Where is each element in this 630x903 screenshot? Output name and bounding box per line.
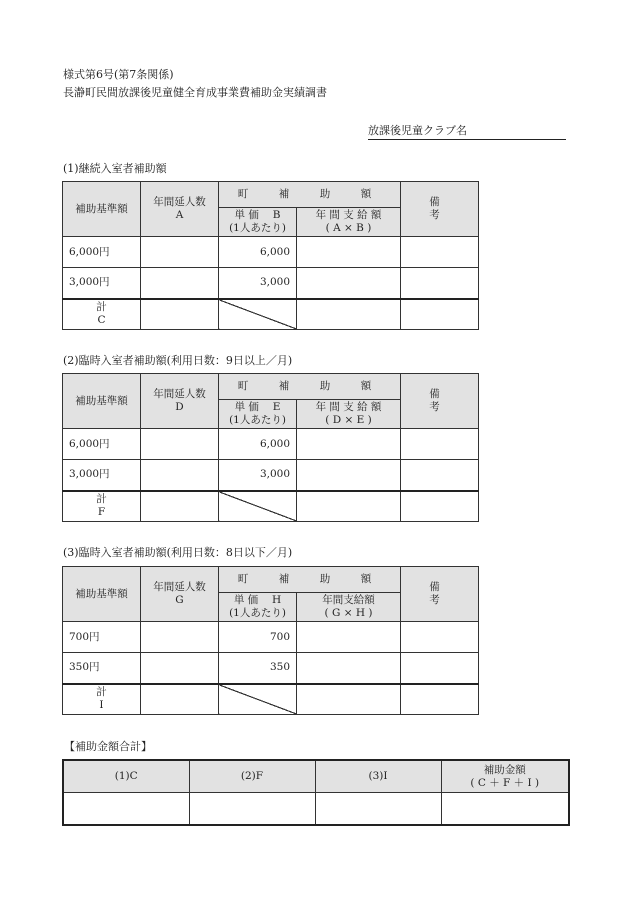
base-amount-cell: 6,000円 <box>63 237 141 268</box>
total-label-letter: I <box>99 699 104 712</box>
header-annual-persons-letter: A <box>175 209 184 221</box>
header-annual-persons-letter: G <box>175 594 184 606</box>
header-annual-persons-letter: D <box>175 401 184 413</box>
summary-i-input[interactable] <box>315 793 441 826</box>
summary-header-f: (2)F <box>189 760 315 793</box>
form-number: 様式第6号(第7条関係) <box>63 68 174 81</box>
header-base-amount: 補助基準額 <box>63 182 141 237</box>
annual-amount-input[interactable] <box>297 622 401 653</box>
annual-persons-input[interactable] <box>141 268 219 299</box>
summary-table <box>62 759 570 826</box>
summary-header-i: (3)I <box>315 760 441 793</box>
remarks-input[interactable] <box>401 622 479 653</box>
header-annual-amount <box>297 400 401 429</box>
header-annual-amount-formula: ( D × E ) <box>325 414 372 426</box>
total-label-text: 計 <box>96 301 107 314</box>
header-base-amount: 補助基準額 <box>63 374 141 429</box>
summary-f-input[interactable] <box>189 793 315 826</box>
header-base-amount: 補助基準額 <box>63 567 141 622</box>
header-unit-price-sub: (1人あたり) <box>229 414 286 426</box>
section-3-table <box>62 566 491 715</box>
header-annual-persons <box>141 567 219 622</box>
total-label <box>63 491 141 522</box>
header-unit-price-label: 単 価 H <box>233 594 282 606</box>
slash-cell <box>219 299 297 330</box>
total-persons-input[interactable] <box>141 299 219 330</box>
total-label-letter: C <box>97 314 106 327</box>
header-annual-persons-label: 年間延人数 <box>153 388 206 400</box>
annual-persons-input[interactable] <box>141 429 219 460</box>
annual-amount-input[interactable] <box>297 429 401 460</box>
header-annual-amount <box>297 593 401 622</box>
summary-c-input[interactable] <box>63 793 189 826</box>
header-town-subsidy: 町 補 助 額 <box>219 374 401 400</box>
annual-persons-input[interactable] <box>141 622 219 653</box>
remarks-input[interactable] <box>401 460 479 491</box>
total-label-letter: F <box>97 506 106 519</box>
total-amount-input[interactable] <box>297 491 401 522</box>
header-remarks: 備 考 <box>401 567 479 622</box>
annual-persons-input[interactable] <box>141 460 219 491</box>
header-annual-amount-label: 年 間 支 給 額 <box>315 209 382 221</box>
unit-price-cell: 3,000 <box>219 460 297 491</box>
total-amount-input[interactable] <box>297 299 401 330</box>
summary-header-total-label: 補助金額 <box>483 763 526 776</box>
summary-header-total-formula: ( C ＋ F ＋ I ) <box>470 776 540 789</box>
annual-persons-input[interactable] <box>141 237 219 268</box>
header-unit-price-sub: (1人あたり) <box>229 222 286 234</box>
total-remarks-input[interactable] <box>401 491 479 522</box>
section-2-title: (2)臨時入室者補助額(利用日数：9日以上／月) <box>63 354 293 367</box>
summary-title: 【補助金額合計】 <box>64 740 152 753</box>
header-unit-price <box>219 400 297 429</box>
total-persons-input[interactable] <box>141 684 219 715</box>
section-1-table <box>62 181 491 330</box>
base-amount-cell: 700円 <box>63 622 141 653</box>
header-annual-amount-label: 年 間 支 給 額 <box>315 401 382 413</box>
header-annual-persons <box>141 374 219 429</box>
slash-cell <box>219 491 297 522</box>
remarks-input[interactable] <box>401 268 479 299</box>
total-label-text: 計 <box>96 686 107 699</box>
total-label <box>63 684 141 715</box>
header-town-subsidy: 町 補 助 額 <box>219 182 401 208</box>
total-remarks-input[interactable] <box>401 299 479 330</box>
base-amount-cell: 3,000円 <box>63 268 141 299</box>
unit-price-cell: 350 <box>219 653 297 684</box>
remarks-input[interactable] <box>401 429 479 460</box>
header-annual-persons-label: 年間延人数 <box>153 581 206 593</box>
total-label <box>63 299 141 330</box>
header-annual-amount <box>297 208 401 237</box>
annual-amount-input[interactable] <box>297 237 401 268</box>
header-annual-amount-formula: ( G × H ) <box>324 607 373 619</box>
header-unit-price <box>219 208 297 237</box>
section-1-title: (1)継続入室者補助額 <box>63 162 167 175</box>
document-title: 長瀞町民間放課後児童健全育成事業費補助金実績調書 <box>63 86 327 99</box>
annual-persons-input[interactable] <box>141 653 219 684</box>
unit-price-cell: 6,000 <box>219 237 297 268</box>
unit-price-cell: 3,000 <box>219 268 297 299</box>
header-unit-price <box>219 593 297 622</box>
header-unit-price-sub: (1人あたり) <box>229 607 286 619</box>
summary-total-input[interactable] <box>441 793 569 826</box>
base-amount-cell: 6,000円 <box>63 429 141 460</box>
slash-cell <box>219 684 297 715</box>
total-label-text: 計 <box>96 493 107 506</box>
remarks-input[interactable] <box>401 653 479 684</box>
header-annual-amount-label: 年間支給額 <box>322 594 375 606</box>
header-unit-price-label: 単 価 E <box>234 401 281 413</box>
club-name-field[interactable]: 放課後児童クラブ名 <box>368 122 566 140</box>
header-town-subsidy: 町 補 助 額 <box>219 567 401 593</box>
header-annual-amount-formula: ( A × B ) <box>325 222 372 234</box>
base-amount-cell: 350円 <box>63 653 141 684</box>
total-persons-input[interactable] <box>141 491 219 522</box>
base-amount-cell: 3,000円 <box>63 460 141 491</box>
section-3-title: (3)臨時入室者補助額(利用日数：8日以下／月) <box>63 546 293 559</box>
header-remarks: 備 考 <box>401 182 479 237</box>
header-remarks: 備 考 <box>401 374 479 429</box>
annual-amount-input[interactable] <box>297 460 401 491</box>
unit-price-cell: 700 <box>219 622 297 653</box>
header-annual-persons <box>141 182 219 237</box>
remarks-input[interactable] <box>401 237 479 268</box>
total-amount-input[interactable] <box>297 684 401 715</box>
unit-price-cell: 6,000 <box>219 429 297 460</box>
section-2-table <box>62 373 491 522</box>
header-annual-persons-label: 年間延人数 <box>153 196 206 208</box>
annual-amount-input[interactable] <box>297 268 401 299</box>
header-unit-price-label: 単 価 B <box>234 209 281 221</box>
total-remarks-input[interactable] <box>401 684 479 715</box>
annual-amount-input[interactable] <box>297 653 401 684</box>
summary-header-total <box>441 760 569 793</box>
summary-header-c: (1)C <box>63 760 189 793</box>
